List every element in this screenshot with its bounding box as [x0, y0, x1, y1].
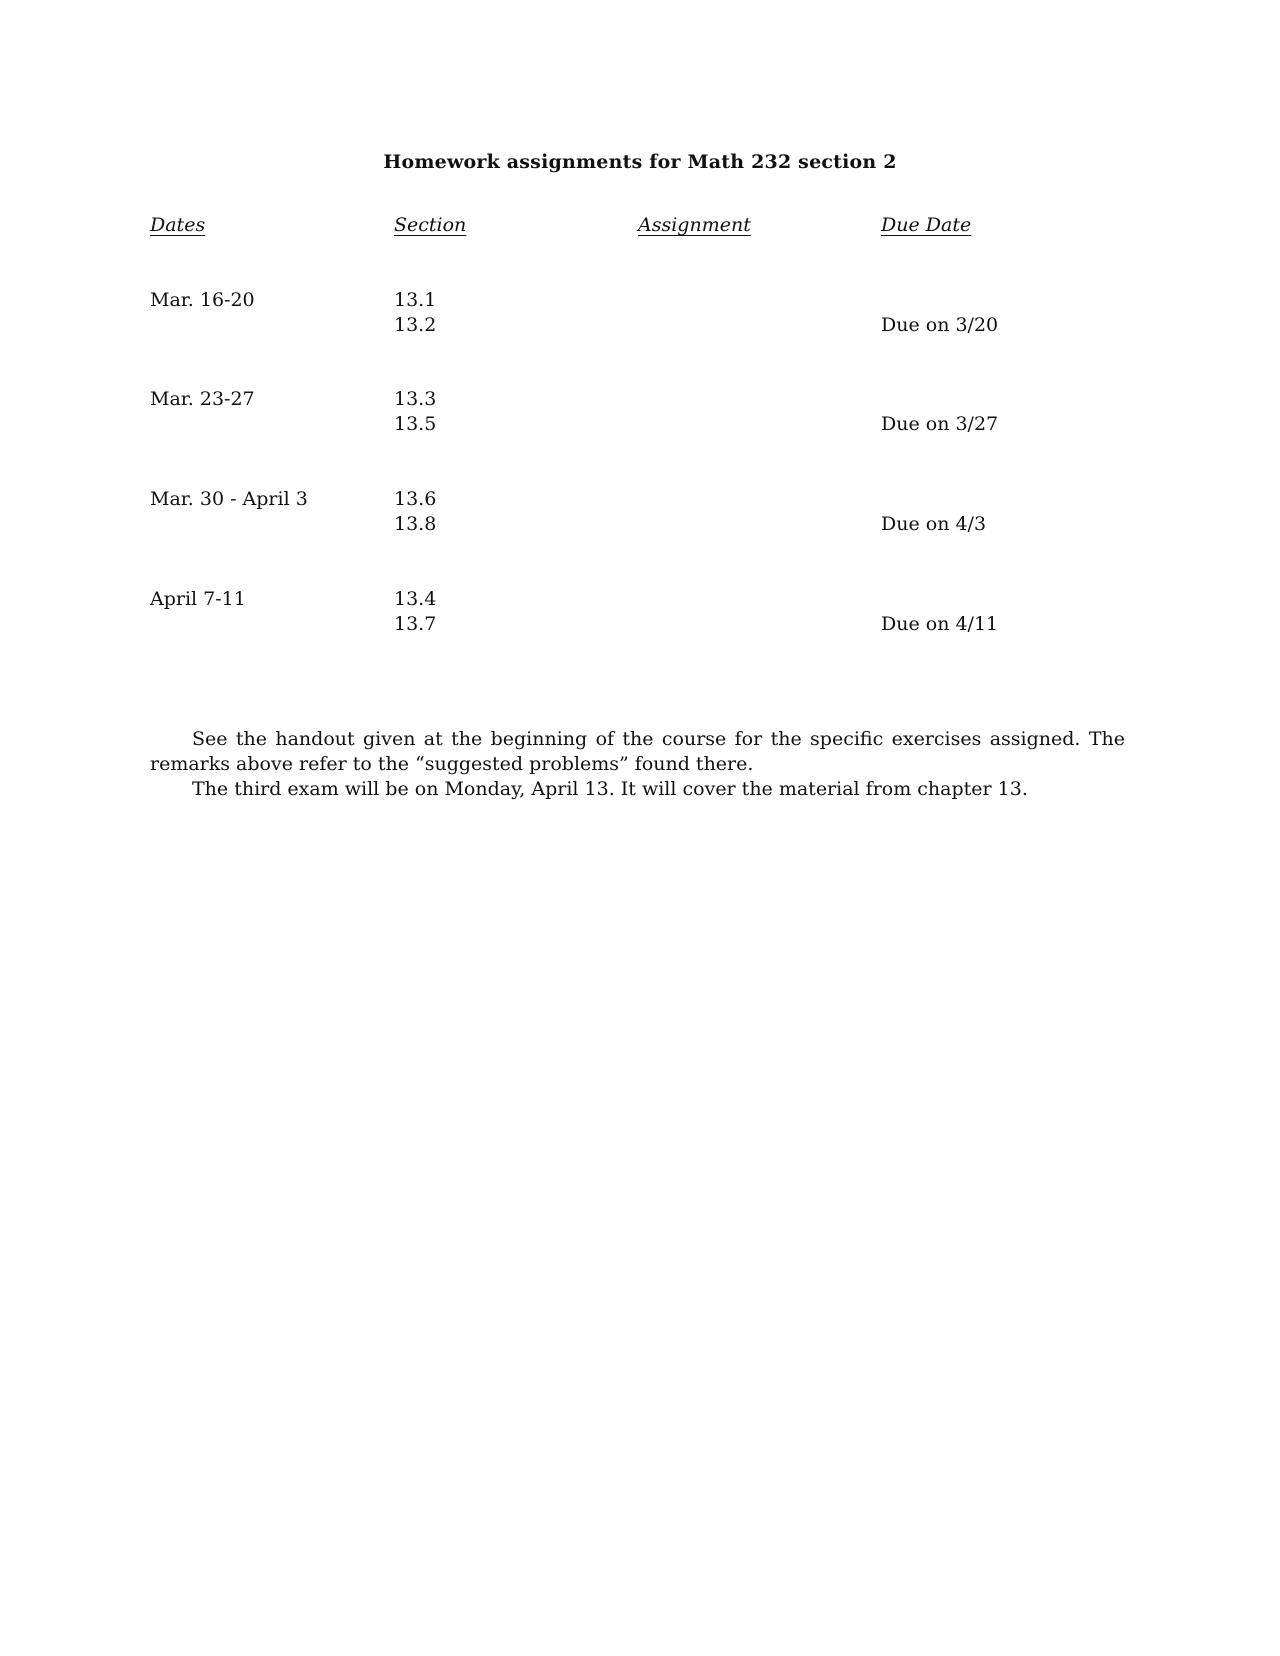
row-3-section-1: 13.6 — [394, 488, 437, 510]
row-3-section-2: 13.8 — [394, 513, 437, 535]
row-3-due: Due on 4/3 — [881, 513, 987, 535]
header-section: Section — [394, 214, 467, 236]
row-1-section-1: 13.1 — [394, 289, 437, 311]
notes — [150, 727, 1125, 802]
page-title: Homework assignments for Math 232 section 2 — [383, 151, 897, 173]
row-2-section-2: 13.5 — [394, 413, 437, 435]
header-dates: Dates — [150, 214, 206, 236]
row-2-dates: Mar. 23-27 — [150, 388, 255, 410]
notes-paragraph-2: The third exam will be on Monday, April 13. It will cover the material from chapter 13. — [192, 778, 1028, 800]
row-1-due: Due on 3/20 — [881, 314, 999, 336]
header-due-date: Due Date — [881, 214, 972, 236]
row-2-section-1: 13.3 — [394, 388, 437, 410]
row-1-section-2: 13.2 — [394, 314, 437, 336]
row-1-dates: Mar. 16-20 — [150, 289, 255, 311]
row-2-due: Due on 3/27 — [881, 413, 999, 435]
header-assignment: Assignment — [638, 214, 751, 236]
row-4-due: Due on 4/11 — [881, 613, 999, 635]
row-4-dates: April 7-11 — [150, 588, 246, 610]
row-4-section-1: 13.4 — [394, 588, 437, 610]
row-3-dates: Mar. 30 - April 3 — [150, 488, 308, 510]
notes-paragraph-1: See the handout given at the beginning of the course for the specific exercises assigned. The remarks above refer to the “suggested problems” found there. — [150, 728, 1125, 775]
row-4-section-2: 13.7 — [394, 613, 437, 635]
